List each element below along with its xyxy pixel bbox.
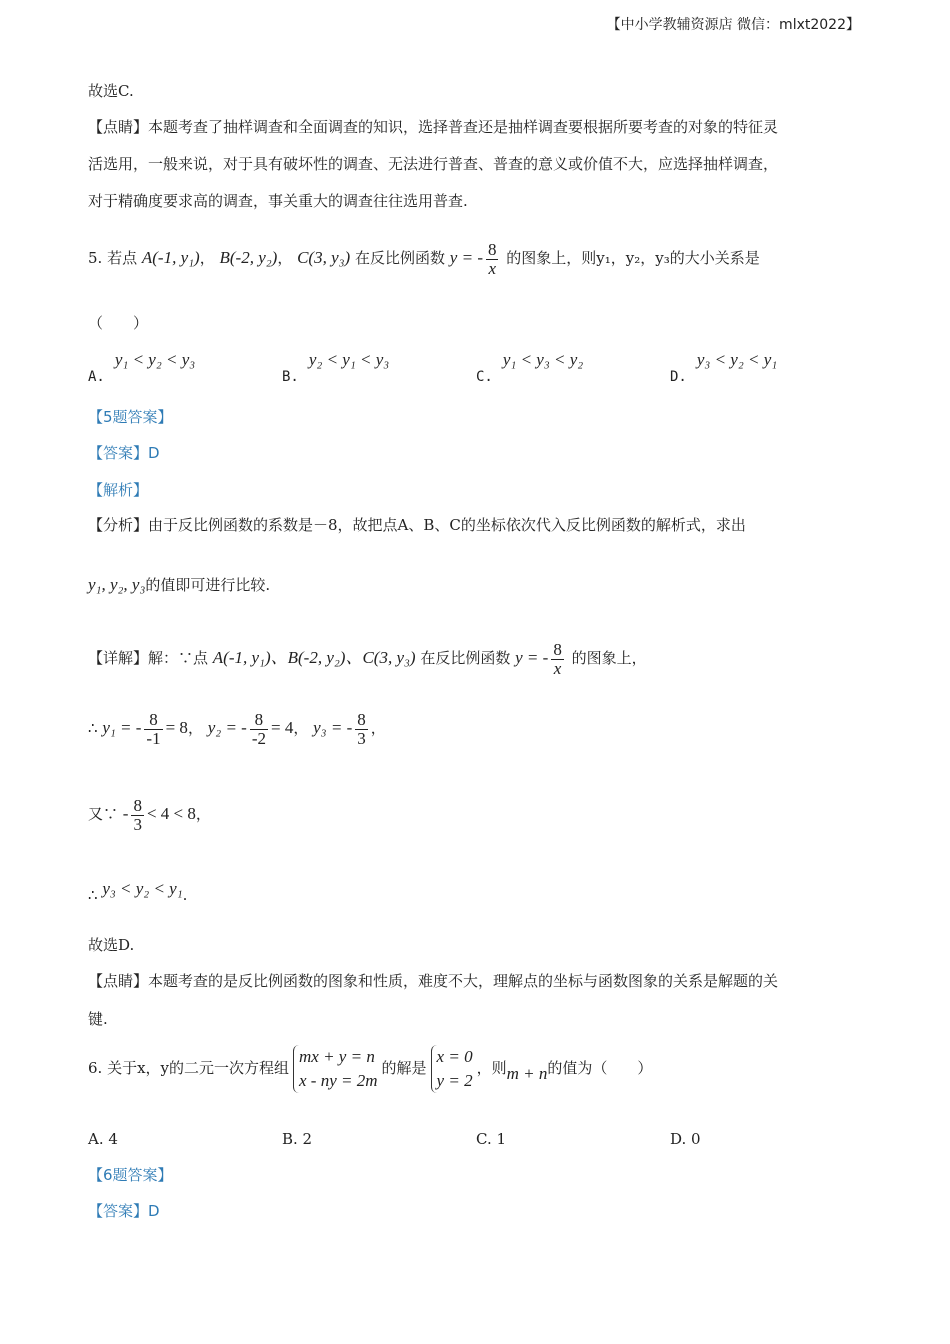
q5-stem: 5. 若点 A(-1, y₁)， B(-2, y₂)， C(3, y₃) 在反比例函数 y = - $\frac{8}{x}$ 的图象上，则y₁，y₂，y₃的大小关系是 bbox=[88, 239, 760, 278]
q6-solution-2: y = 2 bbox=[436, 1071, 473, 1090]
q5-function-numerator: 8 bbox=[487, 239, 497, 259]
q5-option-d-text: y₃ < y₂ < y₁ bbox=[696, 350, 778, 369]
q5-detail-mid: 在反比例函数 bbox=[420, 649, 511, 667]
therefore-symbol: ∴ bbox=[88, 719, 98, 737]
q5-mid-text: 在反比例函数 bbox=[355, 249, 446, 267]
also-fraction bbox=[131, 797, 144, 834]
q5-also-line bbox=[88, 790, 211, 838]
comma-2: ， bbox=[293, 719, 309, 737]
q5-analysis-line-2 bbox=[88, 574, 270, 596]
q5-answer-text: 【答案】D bbox=[88, 444, 160, 462]
comma-3: ， bbox=[370, 719, 386, 737]
y1-lhs: y₁ = - bbox=[102, 718, 142, 737]
q4-comment-line-2: 活选用，一般来说，对于具有破坏性的调查、无法进行普查、普查的意义或价值不大，应选择抽样调查， bbox=[88, 155, 779, 173]
q6-solution-system bbox=[431, 1045, 473, 1093]
q4-comment-line-3: 对于精确度要求高的调查，事关重大的调查往往选用普查. bbox=[88, 192, 468, 210]
watermark: 【中小学教辅资源店 微信：mlxt2022】 bbox=[606, 17, 860, 33]
q4-comment-line-1: 【点睛】本题考查了抽样调查和全面调查的知识，选择普查还是抽样调查要根据所要考查的对象的特征灵 bbox=[88, 118, 779, 136]
q5-point-c: C(3, y₃) bbox=[297, 248, 351, 267]
q5-answer bbox=[88, 442, 160, 464]
y3-fraction bbox=[355, 711, 368, 748]
q6-answer: 【答案】D bbox=[88, 1202, 160, 1220]
q5-result: y₃ < y₂ < y₁ bbox=[102, 879, 183, 898]
q5-values-line bbox=[88, 704, 386, 752]
q5-option-b-label: B. bbox=[282, 369, 299, 385]
q6-prefix: 6. 关于x，y的二元一次方程组 bbox=[88, 1059, 290, 1077]
q5-analysis-header: 【解析】 bbox=[88, 481, 149, 499]
q5-result-period: . bbox=[182, 886, 188, 904]
q5-option-c[interactable] bbox=[476, 350, 583, 385]
q5-detail-line bbox=[88, 634, 647, 682]
q6-equation-1: mx + y = n bbox=[299, 1047, 375, 1066]
q5-suffix: 的图象上，则y₁，y₂，y₃的大小关系是 bbox=[506, 249, 760, 267]
q4-choose: 故选C. bbox=[88, 82, 134, 100]
y3-lhs: y₃ = - bbox=[313, 718, 353, 737]
also-denominator: 3 bbox=[133, 814, 142, 834]
also-rhs: < 4 < 8 bbox=[146, 804, 196, 823]
q6-option-d[interactable]: D. 0 bbox=[670, 1130, 701, 1148]
q6-answer-header: 【6题答案】 bbox=[88, 1166, 173, 1184]
q5-choose: 故选D. bbox=[88, 936, 135, 954]
also-numerator: 8 bbox=[133, 795, 142, 815]
q6-equation-system bbox=[293, 1045, 378, 1093]
therefore-symbol-2: ∴ bbox=[88, 886, 98, 904]
q5-function-denominator: x bbox=[488, 258, 496, 278]
comma-4: ， bbox=[195, 805, 211, 823]
comma-1: ， bbox=[187, 719, 203, 737]
q6-mid: 的解是 bbox=[381, 1059, 427, 1077]
q5-comment-line-2: 键. bbox=[88, 1010, 108, 1028]
q5-detail-function-denominator: x bbox=[553, 658, 562, 678]
y2-fraction bbox=[250, 711, 268, 748]
y3-denominator: 3 bbox=[357, 728, 366, 748]
y2-numerator: 8 bbox=[250, 711, 268, 730]
q5-detail-function-lhs: y = - bbox=[515, 648, 549, 667]
q5-detail-points: A(-1, y₁)、B(-2, y₂)、C(3, y₃) bbox=[212, 648, 416, 667]
q5-option-b[interactable] bbox=[282, 350, 389, 385]
q6-solution-1: x = 0 bbox=[436, 1047, 473, 1066]
q5-answer-header: 【5题答案】 bbox=[88, 408, 173, 426]
q5-point-a: A(-1, y₁) bbox=[141, 248, 200, 267]
y1-rhs: = 8 bbox=[165, 718, 188, 737]
q5-option-c-label: C. bbox=[476, 369, 493, 385]
q5-point-b: B(-2, y₂) bbox=[219, 248, 278, 267]
y1-denominator: -1 bbox=[146, 728, 161, 748]
q5-detail-suffix: 的图象上， bbox=[571, 649, 647, 667]
y2-denominator: -2 bbox=[251, 728, 266, 748]
q5-analysis-line-1: 【分析】由于反比例函数的系数是－8，故把点A、B、C的坐标依次代入反比例函数的解析式，求出 bbox=[88, 516, 746, 534]
q6-option-a[interactable]: A. 4 bbox=[88, 1130, 118, 1148]
q5-option-d[interactable] bbox=[670, 350, 777, 385]
q5-prefix: 5. 若点 bbox=[88, 249, 138, 267]
q6-option-b[interactable]: B. 2 bbox=[282, 1130, 313, 1148]
q5-option-a-label: A. bbox=[88, 369, 105, 385]
q5-function-fraction bbox=[486, 241, 499, 278]
also-because: 又∵ bbox=[88, 805, 119, 823]
q5-detail-function-fraction bbox=[551, 641, 564, 678]
y1-numerator: 8 bbox=[144, 711, 162, 730]
q6-option-c[interactable]: C. 1 bbox=[476, 1130, 507, 1148]
q5-option-d-label: D. bbox=[670, 369, 687, 385]
q5-detail-function-numerator: 8 bbox=[553, 639, 562, 659]
q5-analysis-text: 的值即可进行比较. bbox=[145, 576, 271, 594]
q6-expression: m + n bbox=[506, 1064, 548, 1083]
y1-fraction bbox=[144, 711, 162, 748]
y2-rhs: = 4 bbox=[271, 718, 294, 737]
q5-comment-line-1: 【点睛】本题考查的是反比例函数的图象和性质，难度不大，理解点的坐标与函数图象的关系是解题的关 bbox=[88, 972, 779, 990]
q6-stem bbox=[88, 1040, 652, 1102]
q5-result-line bbox=[88, 878, 187, 906]
q5-option-c-text: y₁ < y₃ < y₂ bbox=[502, 350, 584, 369]
q5-detail-prefix: 【详解】解：∵点 bbox=[88, 649, 209, 667]
q6-equation-2: x - ny = 2m bbox=[299, 1071, 378, 1090]
y3-numerator: 8 bbox=[357, 709, 366, 729]
also-minus: - bbox=[122, 804, 129, 823]
q5-analysis-vars: y₁, y₂, y₃ bbox=[88, 575, 146, 594]
y2-lhs: y₂ = - bbox=[207, 718, 247, 737]
q5-paren: （ ） bbox=[88, 314, 149, 332]
q5-function-lhs: y = - bbox=[449, 248, 483, 267]
q5-option-b-text: y₂ < y₁ < y₃ bbox=[308, 350, 390, 369]
q6-then: ，则 bbox=[476, 1059, 507, 1077]
q5-option-a[interactable] bbox=[88, 350, 195, 385]
q6-suffix: 的值为（ ） bbox=[547, 1059, 653, 1077]
q5-option-a-text: y₁ < y₂ < y₃ bbox=[114, 350, 196, 369]
